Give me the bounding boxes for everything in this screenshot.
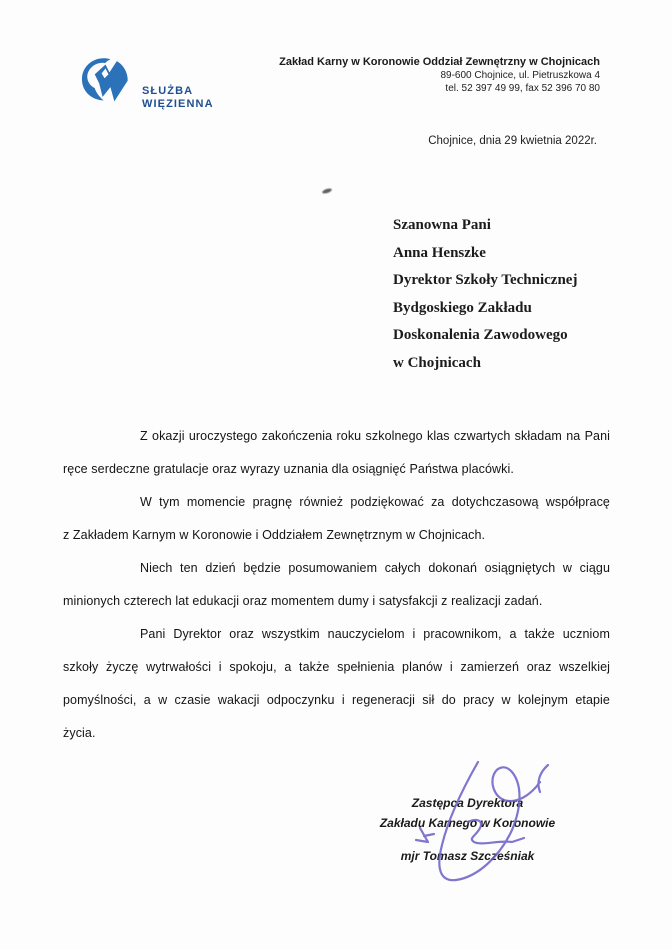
body-line: Niech ten dzień będzie posumowaniem całych dokonań osiągniętych w ciągu	[140, 561, 610, 575]
letter-body	[63, 420, 610, 750]
date-line: Chojnice, dnia 29 kwietnia 2022r.	[428, 135, 597, 147]
logo-wordmark-line2: WIĘZIENNA	[142, 97, 214, 110]
body-line: Z okazji uroczystego zakończenia roku szkolnego klas czwartych składam na Pani	[140, 429, 610, 443]
institution-phone: tel. 52 397 49 99, fax 52 396 70 80	[445, 83, 600, 94]
body-line: minionych czterech lat edukacji oraz momentem dumy i satysfakcji z realizacji zadań.	[63, 594, 543, 608]
body-line: szkoły życzę wytrwałości i spokoju, a także spełnienia planów i zamierzeń oraz wszelkiej	[63, 660, 610, 674]
institution-name: Zakład Karny w Koronowie Oddział Zewnętrzny w Chojnicach	[279, 56, 600, 68]
letterhead-address-block	[279, 56, 600, 95]
recipient-title: Dyrektor Szkoły Technicznej	[393, 272, 578, 288]
logo-wordmark-line1: SŁUŻBA	[142, 85, 194, 97]
body-line: pomyślności, a w czasie wakacji odpoczynku i regeneracji sił do pracy w kolejnym etapie	[63, 693, 610, 707]
body-line: Pani Dyrektor oraz wszystkim nauczycielom i pracownikom, a także uczniom	[140, 627, 610, 641]
recipient-name: Anna Henszke	[393, 244, 486, 261]
signer-name: mjr Tomasz Szcześniak	[400, 849, 535, 863]
body-line: ręce serdeczne gratulacje oraz wyrazy uznania dla osiągnięć Państwa placówki.	[63, 462, 514, 476]
body-line: z Zakładem Karnym w Koronowie i Oddziałem Zewnętrznym w Chojnicach.	[63, 528, 486, 542]
signer-title-line1: Zastępca Dyrektora	[411, 796, 524, 810]
recipient-org-line2: Doskonalenia Zawodowego	[393, 327, 568, 343]
signature-block	[355, 793, 580, 866]
scan-smudge-artifact	[322, 188, 333, 195]
institution-address: 89-600 Chojnice, ul. Pietruszkowa 4	[440, 70, 600, 81]
signer-title-line2: Zakładu Karnego w Koronowie	[379, 816, 556, 830]
recipient-city: w Chojnicach	[393, 354, 481, 371]
body-line: życia.	[63, 726, 96, 740]
body-line: W tym momencie pragnę również podziękować za dotychczasową współpracę	[140, 495, 610, 509]
sluzba-wiezienna-logo	[80, 54, 310, 114]
recipient-block	[393, 212, 577, 377]
logo-wordmark	[142, 85, 214, 110]
sw-eagle-icon	[80, 56, 134, 104]
recipient-org-line1: Bydgoskiego Zakładu	[393, 299, 532, 316]
recipient-salutation: Szanowna Pani	[393, 217, 491, 233]
